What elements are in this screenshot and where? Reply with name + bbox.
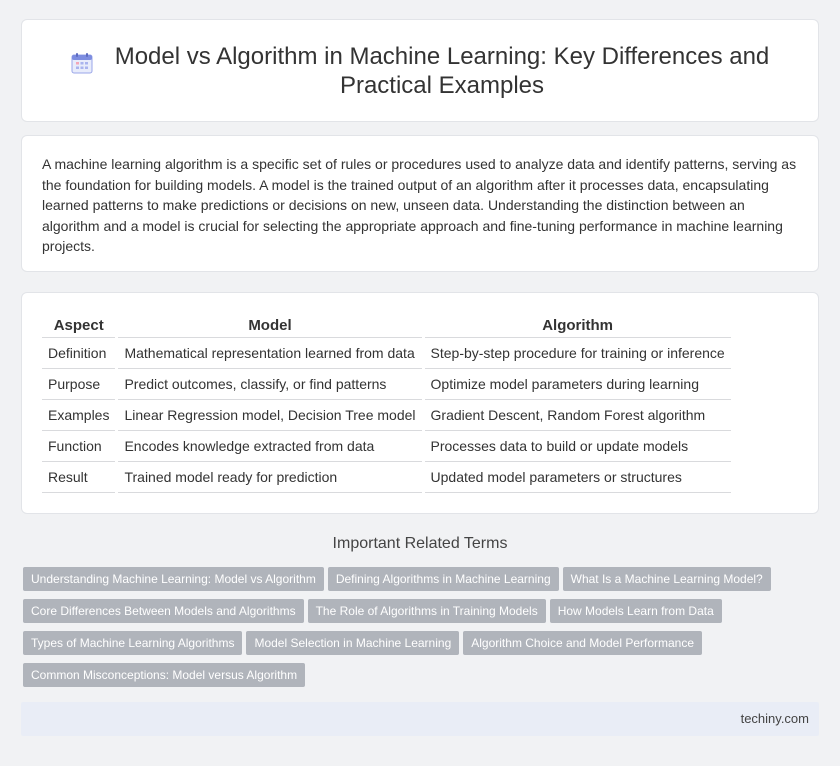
related-term-link[interactable]: Understanding Machine Learning: Model vs Algorithm xyxy=(23,567,324,591)
related-terms-list xyxy=(23,567,803,695)
footer xyxy=(21,702,819,736)
related-term-link[interactable]: The Role of Algorithms in Training Models xyxy=(308,599,546,623)
table-cell: Optimize model parameters during learning xyxy=(425,369,731,400)
table-cell: Step-by-step procedure for training or inference xyxy=(425,338,731,369)
header-card xyxy=(21,19,819,122)
table-cell: Updated model parameters or structures xyxy=(425,462,731,493)
related-term-link[interactable]: What Is a Machine Learning Model? xyxy=(563,567,771,591)
table-cell: Examples xyxy=(42,400,115,431)
table-cell: Purpose xyxy=(42,369,115,400)
calendar-icon xyxy=(71,52,93,79)
related-term-link[interactable]: Types of Machine Learning Algorithms xyxy=(23,631,242,655)
table-cell: Definition xyxy=(42,338,115,369)
table-header-row xyxy=(42,313,731,338)
comparison-table-card xyxy=(21,292,819,514)
table-cell: Predict outcomes, classify, or find patterns xyxy=(118,369,421,400)
intro-paragraph: A machine learning algorithm is a specific set of rules or procedures used to analyze data and identify patterns, serving as the foundation for building models. A model is the trained output of an algorithm after it processes data, encapsulating learned patterns to make predictions or decisions on new, unseen data. Understanding the distinction between an algorithm and a model is crucial for selecting the appropriate approach and fine-tuning performance in machine learning projects. xyxy=(42,156,797,254)
table-row xyxy=(42,462,731,493)
table-row xyxy=(42,338,731,369)
related-term-link[interactable]: Core Differences Between Models and Algorithms xyxy=(23,599,304,623)
related-term-link[interactable]: Defining Algorithms in Machine Learning xyxy=(328,567,559,591)
table-cell: Encodes knowledge extracted from data xyxy=(118,431,421,462)
column-header: Aspect xyxy=(42,313,115,338)
table-cell: Linear Regression model, Decision Tree model xyxy=(118,400,421,431)
related-term-link[interactable]: Algorithm Choice and Model Performance xyxy=(463,631,702,655)
table-row xyxy=(42,369,731,400)
intro-card xyxy=(21,135,819,272)
comparison-table xyxy=(42,313,731,493)
table-cell: Result xyxy=(42,462,115,493)
table-cell: Processes data to build or update models xyxy=(425,431,731,462)
related-term-link[interactable]: Common Misconceptions: Model versus Algorithm xyxy=(23,663,305,687)
table-cell: Mathematical representation learned from data xyxy=(118,338,421,369)
table-cell: Gradient Descent, Random Forest algorithm xyxy=(425,400,731,431)
table-row xyxy=(42,431,731,462)
column-header: Algorithm xyxy=(425,313,731,338)
footer-brand[interactable]: techiny.com xyxy=(740,711,809,726)
page-title: Model vs Algorithm in Machine Learning: Key Differences and Practical Examples xyxy=(114,42,770,99)
related-terms-heading: Important Related Terms xyxy=(332,535,508,552)
table-cell: Function xyxy=(42,431,115,462)
table-cell: Trained model ready for prediction xyxy=(118,462,421,493)
column-header: Model xyxy=(118,313,421,338)
related-term-link[interactable]: Model Selection in Machine Learning xyxy=(246,631,459,655)
table-row xyxy=(42,400,731,431)
related-term-link[interactable]: How Models Learn from Data xyxy=(550,599,722,623)
